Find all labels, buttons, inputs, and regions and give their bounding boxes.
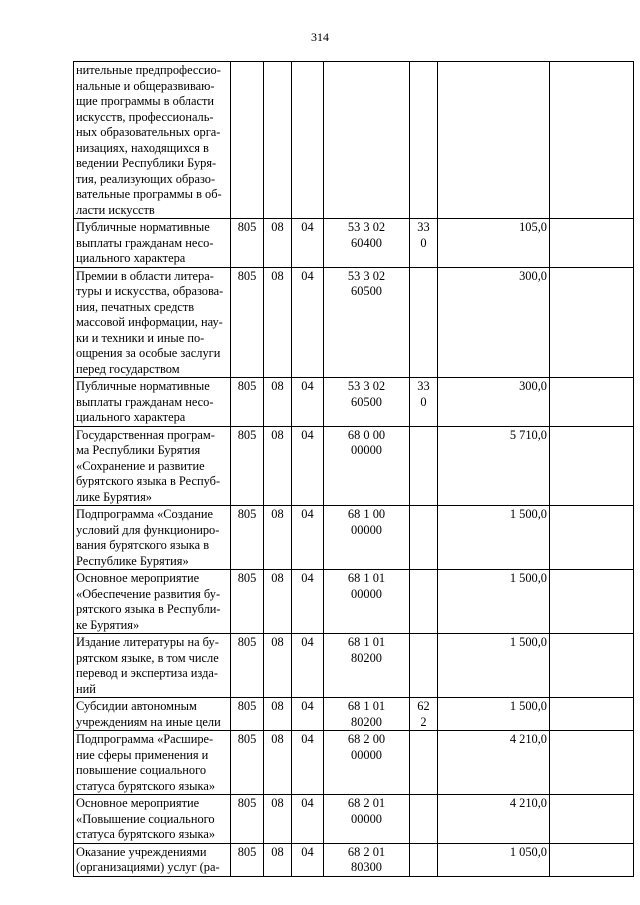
cell-target-article-text: 68 2 01 00000 <box>347 796 386 826</box>
page-number: 314 <box>311 30 329 44</box>
cell-target-article-text: 68 1 01 80200 <box>347 699 386 729</box>
cell-name-text: Субсидии автономным учреждениям на иные цели <box>76 699 221 729</box>
cell-subsection-code <box>292 506 324 570</box>
cell-extra <box>550 62 634 219</box>
cell-section-code <box>264 731 292 795</box>
cell-target-article-text: 68 2 01 80300 <box>347 844 386 874</box>
cell-section-code-text: 08 <box>271 844 284 859</box>
cell-name-text: Публичные нормативные выплаты гражданам несо- циального характера <box>76 220 214 265</box>
cell-extra <box>550 506 634 570</box>
cell-section-code <box>264 219 292 268</box>
cell-amount <box>438 843 550 876</box>
cell-extra <box>550 267 634 378</box>
cell-name <box>74 62 231 219</box>
cell-subsection-code-text: 04 <box>301 635 314 649</box>
cell-amount-text: 1 500,0 <box>509 507 547 521</box>
cell-subsection-code <box>292 426 324 506</box>
cell-section-code <box>264 426 292 506</box>
cell-name <box>74 506 231 570</box>
cell-ministry-code-text: 805 <box>237 379 257 393</box>
cell-amount-text: 1 500,0 <box>509 571 547 585</box>
cell-ministry-code-text: 805 <box>237 796 257 810</box>
cell-ministry-code <box>231 731 264 795</box>
cell-subsection-code <box>292 62 324 219</box>
cell-subsection-code <box>292 634 324 698</box>
cell-section-code-text: 08 <box>271 796 284 810</box>
cell-target-article <box>324 634 410 698</box>
cell-ministry-code <box>231 62 264 219</box>
cell-target-article <box>324 570 410 634</box>
cell-section-code <box>264 634 292 698</box>
cell-expense-type <box>410 426 438 506</box>
cell-subsection-code <box>292 219 324 268</box>
cell-section-code <box>264 267 292 378</box>
cell-expense-type <box>410 698 438 731</box>
cell-expense-type <box>410 219 438 268</box>
cell-expense-type <box>410 570 438 634</box>
cell-target-article-text: 53 3 02 60500 <box>347 379 386 409</box>
cell-amount <box>438 506 550 570</box>
cell-ministry-code-text: 805 <box>237 268 257 283</box>
cell-section-code-text: 08 <box>271 268 284 283</box>
cell-target-article <box>324 267 410 378</box>
cell-subsection-code-text: 04 <box>301 379 314 393</box>
cell-name-text: Основное мероприятие «Обеспечение развития бу- рятского языка в Республи- ке Бурятия» <box>76 571 221 632</box>
cell-section-code <box>264 698 292 731</box>
table-row <box>74 506 634 570</box>
cell-ministry-code-text: 805 <box>237 220 257 234</box>
cell-amount <box>438 219 550 268</box>
cell-section-code <box>264 378 292 427</box>
cell-name-text: Издание литературы на бу- рятском языке, в том числе перевод и экспертиза изда- ний <box>76 635 219 696</box>
cell-extra <box>550 795 634 844</box>
table-row <box>74 843 634 876</box>
cell-amount <box>438 62 550 219</box>
cell-ministry-code <box>231 378 264 427</box>
cell-name <box>74 843 231 876</box>
cell-name <box>74 634 231 698</box>
cell-subsection-code-text: 04 <box>301 796 314 810</box>
cell-amount-text: 4 210,0 <box>509 796 547 810</box>
cell-expense-type <box>410 267 438 378</box>
cell-ministry-code <box>231 698 264 731</box>
cell-ministry-code <box>231 219 264 268</box>
cell-name <box>74 570 231 634</box>
cell-amount-text: 1 500,0 <box>509 635 547 649</box>
cell-extra <box>550 219 634 268</box>
cell-target-article-text: 68 1 00 00000 <box>347 507 386 537</box>
table-body <box>74 62 634 877</box>
table-row <box>74 267 634 378</box>
cell-subsection-code <box>292 570 324 634</box>
cell-expense-type <box>410 62 438 219</box>
budget-table <box>73 61 634 877</box>
cell-amount-text: 5 710,0 <box>509 427 547 442</box>
cell-section-code-text: 08 <box>271 507 284 521</box>
cell-expense-type-text: 62 2 <box>417 699 430 729</box>
cell-amount <box>438 426 550 506</box>
cell-section-code-text: 08 <box>271 220 284 234</box>
table-row <box>74 426 634 506</box>
cell-target-article-text: 68 1 01 00000 <box>347 571 386 601</box>
cell-expense-type-text: 33 0 <box>417 379 430 409</box>
cell-amount <box>438 698 550 731</box>
table-row <box>74 795 634 844</box>
cell-subsection-code-text: 04 <box>301 268 314 283</box>
cell-ministry-code <box>231 634 264 698</box>
cell-name-text: Оказание учреждениями (организациями) услуг (ра- <box>76 844 220 874</box>
cell-amount-text: 1 050,0 <box>509 844 547 859</box>
cell-name <box>74 426 231 506</box>
cell-amount-text: 1 500,0 <box>509 699 547 713</box>
cell-amount <box>438 634 550 698</box>
table-row <box>74 698 634 731</box>
cell-section-code-text: 08 <box>271 732 284 746</box>
cell-amount <box>438 795 550 844</box>
cell-section-code-text: 08 <box>271 379 284 393</box>
cell-name-text: Основное мероприятие «Повышение социального статуса бурятского языка» <box>76 796 216 841</box>
cell-subsection-code-text: 04 <box>301 844 314 859</box>
cell-subsection-code <box>292 378 324 427</box>
cell-name-text: Публичные нормативные выплаты гражданам несо- циального характера <box>76 379 214 424</box>
cell-target-article <box>324 62 410 219</box>
cell-subsection-code-text: 04 <box>301 571 314 585</box>
cell-name-text: Подпрограмма «Создание условий для функциониро- вания бурятского языка в Республике Бурятия» <box>76 507 220 568</box>
cell-name-text: Премии в области литера- туры и искусства, образова- ния, печатных средств массовой информации, нау- ки и техники и иные по- ощрения за особые заслуги перед государством <box>76 268 224 376</box>
table-row <box>74 731 634 795</box>
cell-amount-text: 4 210,0 <box>509 732 547 746</box>
cell-section-code <box>264 506 292 570</box>
cell-name-text: нительные предпрофессио- нальные и общеразвиваю- щие программы в области искусств, профессиональ- ных образовательных орга- низациях, находящихся в ведении Республики Буря- тия, реализующих образо- вательные программы в об- ласти искусств <box>76 63 222 217</box>
cell-target-article-text: 68 1 01 80200 <box>347 635 386 665</box>
cell-amount <box>438 570 550 634</box>
cell-target-article <box>324 506 410 570</box>
cell-expense-type <box>410 843 438 876</box>
cell-subsection-code <box>292 731 324 795</box>
table-row <box>74 219 634 268</box>
cell-section-code <box>264 570 292 634</box>
cell-extra <box>550 843 634 876</box>
cell-ministry-code-text: 805 <box>237 635 257 649</box>
cell-ministry-code <box>231 506 264 570</box>
cell-ministry-code-text: 805 <box>237 427 257 442</box>
cell-section-code <box>264 62 292 219</box>
table-row <box>74 378 634 427</box>
cell-expense-type <box>410 731 438 795</box>
cell-name <box>74 698 231 731</box>
cell-target-article-text: 68 2 00 00000 <box>347 732 386 762</box>
table-row <box>74 570 634 634</box>
cell-target-article <box>324 698 410 731</box>
cell-extra <box>550 378 634 427</box>
cell-extra <box>550 698 634 731</box>
cell-ministry-code <box>231 426 264 506</box>
cell-ministry-code-text: 805 <box>237 844 257 859</box>
cell-amount <box>438 378 550 427</box>
cell-expense-type <box>410 378 438 427</box>
cell-ministry-code <box>231 267 264 378</box>
cell-target-article-text: 68 0 00 00000 <box>347 427 386 457</box>
cell-extra <box>550 570 634 634</box>
cell-extra <box>550 731 634 795</box>
cell-extra <box>550 426 634 506</box>
cell-name <box>74 219 231 268</box>
cell-target-article <box>324 795 410 844</box>
cell-name <box>74 267 231 378</box>
cell-target-article <box>324 843 410 876</box>
cell-amount <box>438 731 550 795</box>
cell-subsection-code <box>292 795 324 844</box>
cell-amount-text: 300,0 <box>519 268 547 283</box>
cell-subsection-code-text: 04 <box>301 699 314 713</box>
cell-expense-type-text: 33 0 <box>417 220 430 250</box>
cell-subsection-code <box>292 698 324 731</box>
cell-extra <box>550 634 634 698</box>
cell-ministry-code-text: 805 <box>237 699 257 713</box>
cell-amount-text: 105,0 <box>519 220 547 234</box>
cell-section-code-text: 08 <box>271 571 284 585</box>
cell-target-article <box>324 731 410 795</box>
cell-name <box>74 378 231 427</box>
table-row <box>74 634 634 698</box>
cell-subsection-code <box>292 267 324 378</box>
cell-name-text: Государственная програм- ма Республики Бурятия «Сохранение и развитие бурятского языка в Респуб- лике Бурятия» <box>76 427 221 504</box>
cell-subsection-code-text: 04 <box>301 507 314 521</box>
cell-ministry-code-text: 805 <box>237 507 257 521</box>
cell-amount <box>438 267 550 378</box>
cell-subsection-code <box>292 843 324 876</box>
cell-section-code <box>264 843 292 876</box>
cell-expense-type <box>410 634 438 698</box>
cell-ministry-code <box>231 843 264 876</box>
cell-ministry-code-text: 805 <box>237 571 257 585</box>
cell-section-code-text: 08 <box>271 635 284 649</box>
cell-subsection-code-text: 04 <box>301 220 314 234</box>
cell-target-article-text: 53 3 02 60400 <box>347 220 386 250</box>
cell-section-code-text: 08 <box>271 699 284 713</box>
cell-target-article <box>324 426 410 506</box>
cell-ministry-code <box>231 570 264 634</box>
cell-section-code-text: 08 <box>271 427 284 442</box>
cell-section-code <box>264 795 292 844</box>
table-row <box>74 62 634 219</box>
cell-target-article <box>324 219 410 268</box>
cell-subsection-code-text: 04 <box>301 427 314 442</box>
cell-ministry-code-text: 805 <box>237 732 257 746</box>
cell-ministry-code <box>231 795 264 844</box>
cell-amount-text: 300,0 <box>519 379 547 393</box>
cell-expense-type <box>410 795 438 844</box>
cell-name-text: Подпрограмма «Расшире- ние сферы применения и повышение социального статуса бурятского языка» <box>76 732 216 793</box>
cell-name <box>74 731 231 795</box>
cell-target-article <box>324 378 410 427</box>
cell-subsection-code-text: 04 <box>301 732 314 746</box>
cell-expense-type <box>410 506 438 570</box>
cell-target-article-text: 53 3 02 60500 <box>347 268 386 298</box>
cell-name <box>74 795 231 844</box>
